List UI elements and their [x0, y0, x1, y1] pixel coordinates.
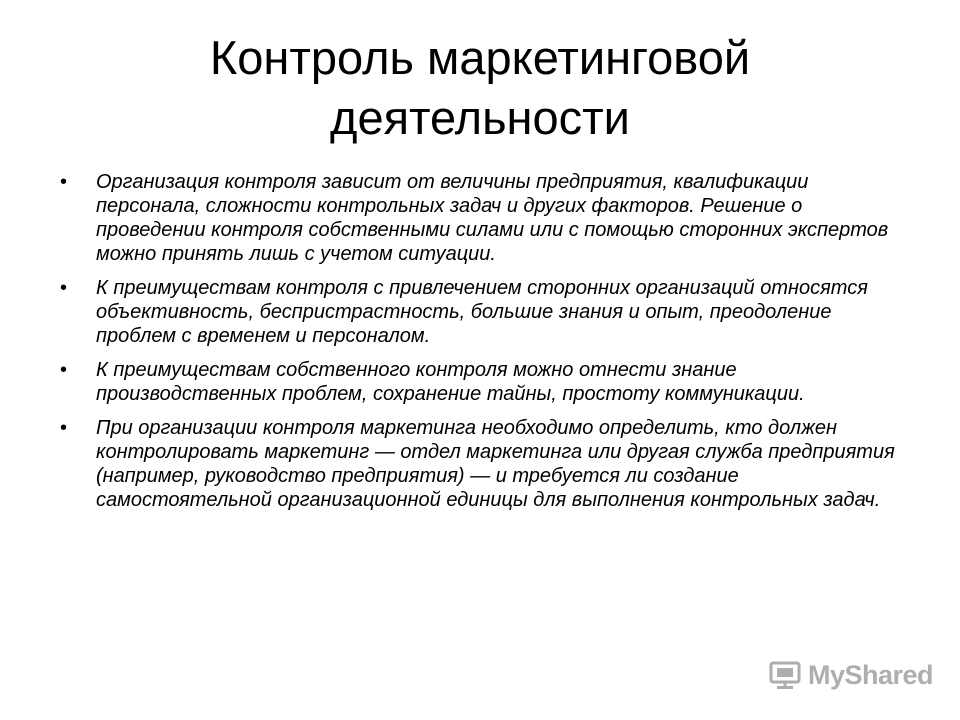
bullet-mark: •: [60, 359, 68, 381]
bullet-item: [60, 170, 910, 266]
bullet-mark: •: [60, 417, 68, 439]
bullet-text: При организации контроля маркетинга необходимо определить, кто должен контролировать маркетинг — отдел маркетинга или другая служба предприятия (например, руководство предприятия) — и требуется ли создание самостоятельной организационной единицы для выполнения контрольных задач.: [96, 417, 895, 511]
bullet-text: Организация контроля зависит от величины предприятия, квалификации персонала, сложности контрольных задач и других факторов. Решение о проведении контроля собственными силами или с помощью сторонних экспертов можно принять лишь с учетом ситуации.: [96, 171, 889, 265]
bullet-text: К преимуществам контроля с привлечением сторонних организаций относятся объективность, беспристрастность, большие знания и опыт, преодоление проблем с временем и персоналом.: [96, 277, 868, 347]
bullet-item: [60, 416, 910, 512]
bullet-item: [60, 276, 910, 348]
bullet-text: К преимуществам собственного контроля можно отнести знание производственных проблем, сохранение тайны, простоту коммуникации.: [96, 359, 805, 405]
bullet-item: [60, 358, 910, 406]
watermark-text: MyShared: [808, 659, 934, 690]
bullet-mark: •: [60, 277, 68, 299]
watermark: [768, 655, 933, 695]
projector-screen-icon: [768, 658, 802, 692]
bullet-mark: •: [60, 171, 68, 193]
slide-title: Контроль маркетинговой деятельности: [209, 31, 751, 144]
bullet-list: [60, 170, 910, 522]
